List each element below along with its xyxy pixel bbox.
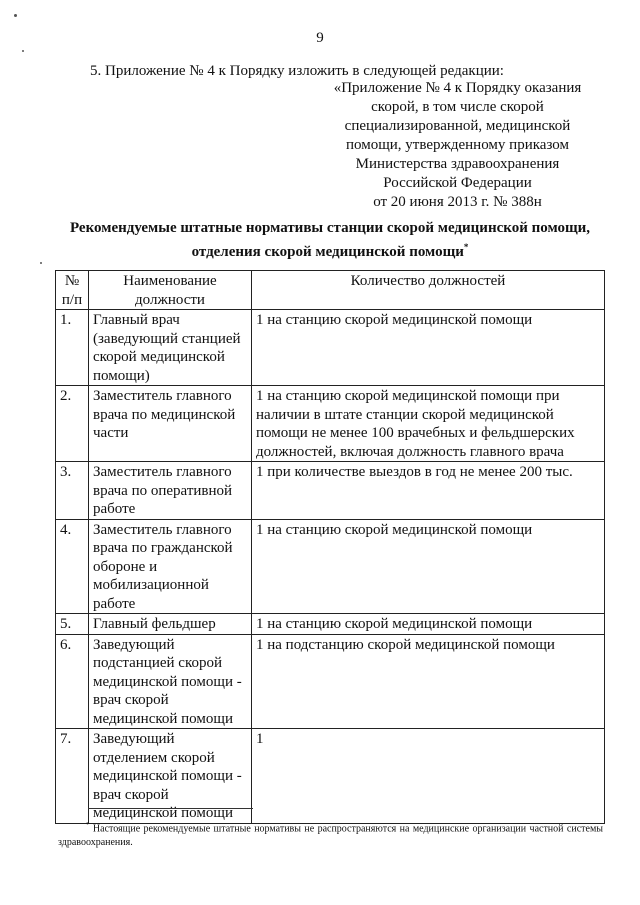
page-number: 9 xyxy=(316,30,324,46)
row-number: 5. xyxy=(56,614,89,635)
row-position: Главный врач (заведующий станцией скорой медицинской помощи) xyxy=(89,310,252,386)
heading-line-2 xyxy=(50,238,610,262)
scan-speck xyxy=(40,262,42,264)
table-row xyxy=(56,614,605,635)
row-quantity: 1 на станцию скорой медицинской помощи при наличии в штате станции скорой медицинской помощи не менее 100 врачебных и фельдшерских должностей, включая должность главного врача xyxy=(252,386,605,462)
table-row xyxy=(56,310,605,386)
row-quantity: 1 на станцию скорой медицинской помощи xyxy=(252,519,605,614)
document-heading xyxy=(50,219,610,262)
footnote-text: Настоящие рекомендуемые штатные нормативы не распространяются на медицинские организации частной системы здравоохранения. xyxy=(58,823,603,849)
row-quantity: 1 xyxy=(252,729,605,824)
table-row xyxy=(56,519,605,614)
footnote-divider xyxy=(88,808,253,809)
appendix-line: Министерства здравоохранения xyxy=(355,156,560,172)
heading-footnote-marker: * xyxy=(463,242,469,252)
appendix-line: «Приложение № 4 к Порядку оказания xyxy=(333,80,582,96)
scan-speck xyxy=(22,50,24,52)
table-row xyxy=(56,634,605,729)
staffing-table xyxy=(55,270,605,824)
row-number: 6. xyxy=(56,634,89,729)
table-row xyxy=(56,386,605,462)
row-position: Заведующий подстанцией скорой медицинской помощи - врач скорой медицинской помощи xyxy=(89,634,252,729)
row-quantity: 1 на станцию скорой медицинской помощи xyxy=(252,614,605,635)
row-position: Заместитель главного врача по оперативной работе xyxy=(89,462,252,520)
footnote-marker: * xyxy=(86,821,90,829)
scan-speck xyxy=(14,14,17,17)
appendix-reference xyxy=(330,79,585,212)
appendix-line: от 20 июня 2013 г. № 388н xyxy=(373,194,542,210)
appendix-line: помощи, утвержденному приказом xyxy=(345,137,569,153)
header-position: Наименование должности xyxy=(89,271,252,310)
row-position: Заместитель главного врача по гражданской обороне и мобилизационной работе xyxy=(89,519,252,614)
row-quantity: 1 на подстанцию скорой медицинской помощи xyxy=(252,634,605,729)
row-number: 4. xyxy=(56,519,89,614)
row-position: Главный фельдшер xyxy=(89,614,252,635)
row-number: 1. xyxy=(56,310,89,386)
footnote xyxy=(58,818,603,850)
heading-line-1: Рекомендуемые штатные нормативы станции скорой медицинской помощи, xyxy=(69,220,591,236)
row-position: Заведующий отделением скорой медицинской помощи - врач скорой медицинской помощи xyxy=(89,729,252,824)
row-quantity: 1 при количестве выездов в год не менее 200 тыс. xyxy=(252,462,605,520)
row-number: 2. xyxy=(56,386,89,462)
row-number: 3. xyxy=(56,462,89,520)
row-position: Заместитель главного врача по медицинской части xyxy=(89,386,252,462)
heading-line-2-text: отделения скорой медицинской помощи xyxy=(191,244,464,260)
header-number: № п/п xyxy=(56,271,89,310)
table-header-row xyxy=(56,271,605,310)
appendix-line: специализированной, медицинской xyxy=(344,118,571,134)
appendix-line: Российской Федерации xyxy=(383,175,532,191)
row-number: 7. xyxy=(56,729,89,824)
table-row xyxy=(56,462,605,520)
appendix-line: скорой, в том числе скорой xyxy=(371,99,544,115)
row-quantity: 1 на станцию скорой медицинской помощи xyxy=(252,310,605,386)
header-quantity: Количество должностей xyxy=(252,271,605,310)
amendment-intro: 5. Приложение № 4 к Порядку изложить в следующей редакции: xyxy=(90,63,504,79)
